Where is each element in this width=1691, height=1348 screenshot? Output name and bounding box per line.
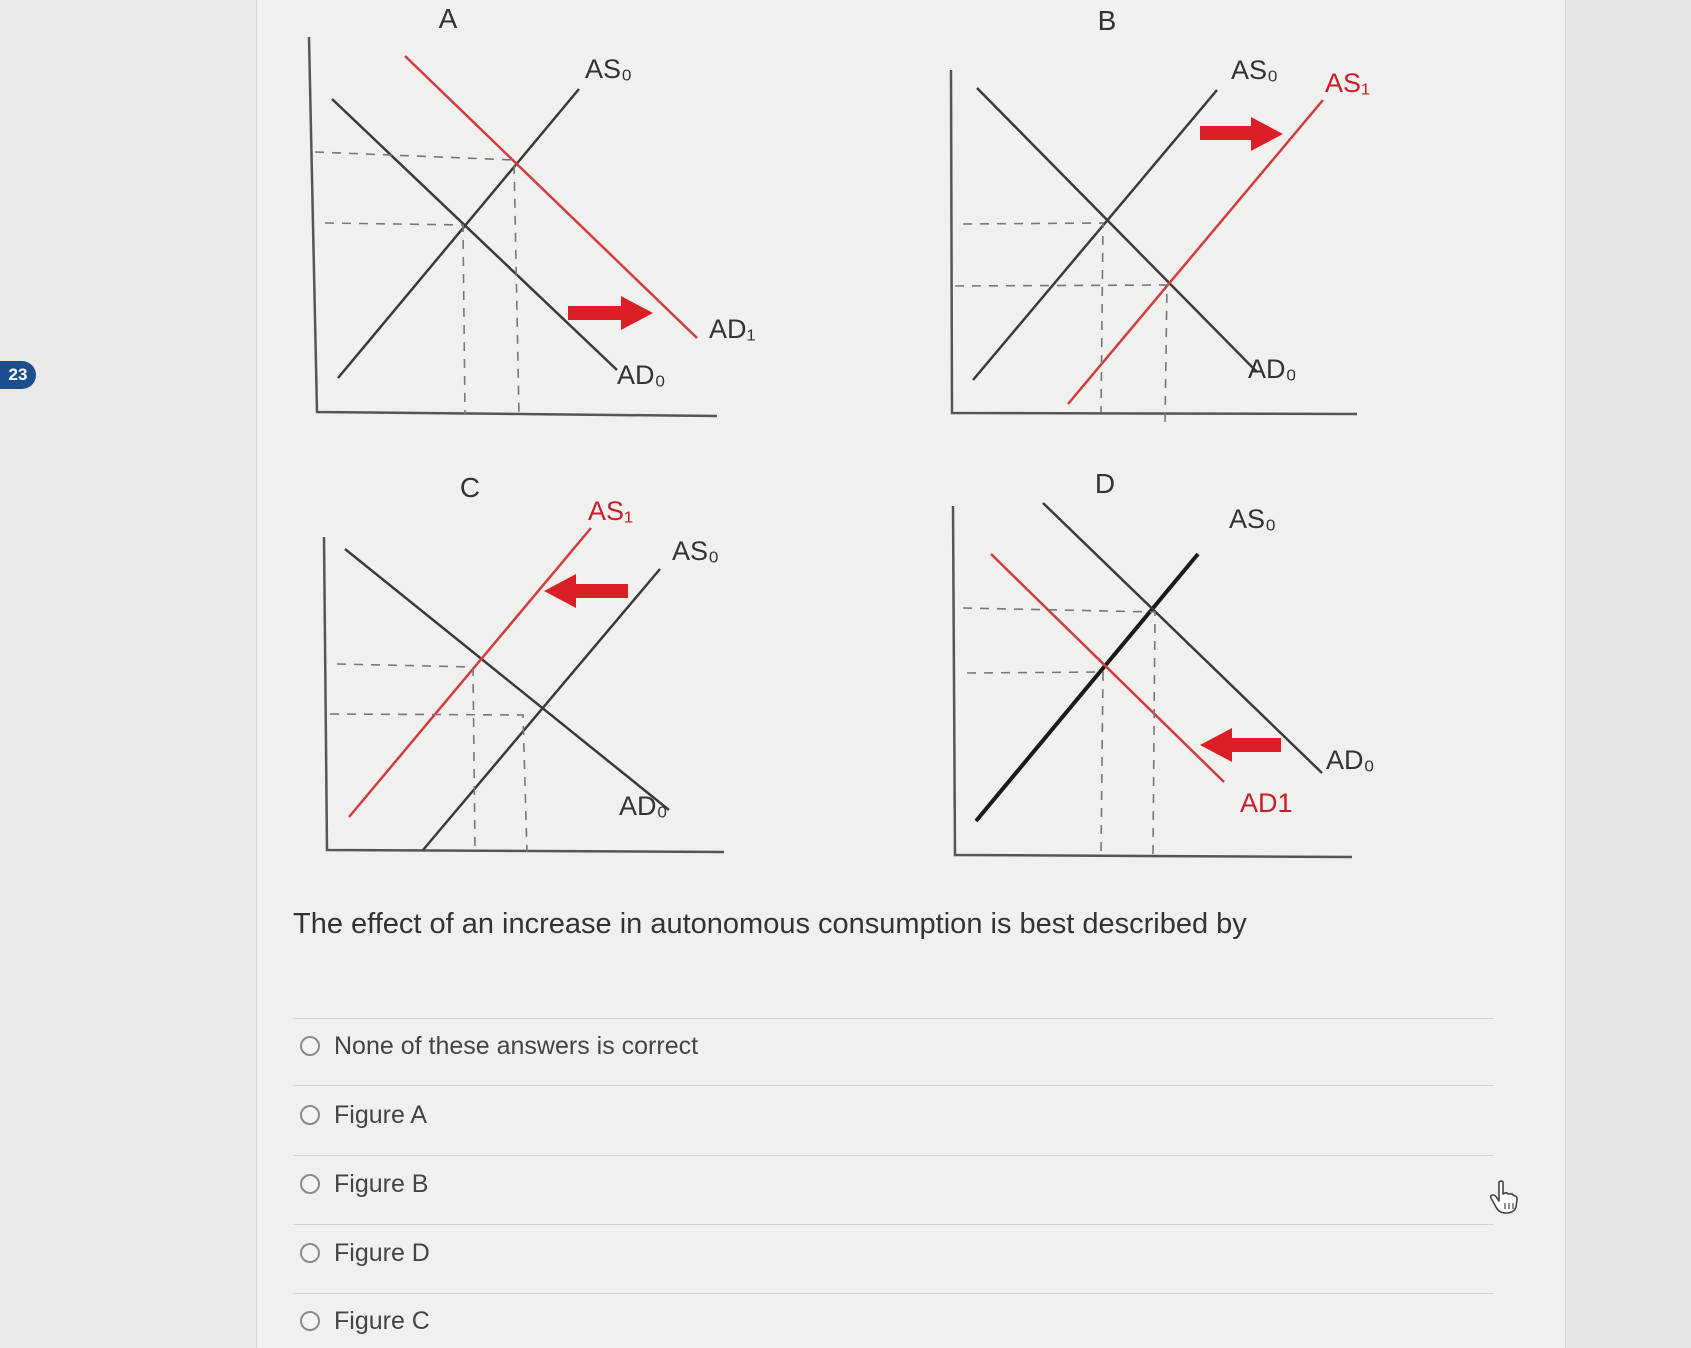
- question-number-badge: 23: [0, 361, 36, 389]
- option-figure-c[interactable]: [300, 1301, 430, 1341]
- option-none-correct[interactable]: [300, 1026, 698, 1066]
- option-label: None of these answers is correct: [334, 1031, 699, 1060]
- option-figure-b[interactable]: [300, 1164, 428, 1204]
- figure-b-shift-arrow: [1200, 117, 1283, 151]
- figure-a-title: A: [438, 3, 458, 34]
- option-label: Figure B: [334, 1169, 429, 1198]
- figure-a-label-ad0: AD₀: [617, 360, 666, 390]
- divider: [293, 1224, 1494, 1225]
- figure-d: [953, 468, 1375, 857]
- hand-pointer-icon: [1488, 1179, 1520, 1215]
- figure-d-label-as0: AS₀: [1229, 504, 1277, 534]
- figure-b-title: B: [1097, 5, 1117, 36]
- figure-c-shift-arrow: [544, 574, 628, 608]
- divider: [293, 1155, 1494, 1156]
- figure-a: [309, 3, 756, 416]
- figure-a-label-as0: AS₀: [585, 54, 633, 84]
- radio-button[interactable]: [300, 1243, 320, 1263]
- figure-c-title: C: [459, 472, 481, 503]
- figure-d-shift-arrow: [1200, 728, 1281, 762]
- option-label: Figure A: [334, 1100, 428, 1129]
- figure-a-ad1-curve: [405, 56, 697, 338]
- option-figure-a[interactable]: [300, 1095, 427, 1135]
- option-label: Figure D: [334, 1238, 430, 1267]
- option-label: Figure C: [334, 1306, 430, 1335]
- figure-a-as0-curve: [338, 89, 579, 378]
- question-text: The effect of an increase in autonomous consumption is best described by: [293, 908, 1247, 940]
- figure-c-as1-curve: [349, 528, 591, 817]
- figure-b-as0-curve: [973, 90, 1217, 380]
- figure-d-new-equilibrium-guides: [967, 672, 1103, 854]
- figure-d-ad0-curve: [1043, 503, 1322, 773]
- divider: [293, 1085, 1494, 1086]
- divider: [293, 1018, 1494, 1019]
- figure-b-label-as0: AS₀: [1231, 55, 1279, 85]
- figure-c-label-as1: AS₁: [588, 496, 634, 526]
- figure-c-old-equilibrium-guides: [330, 714, 527, 852]
- figure-c-label-as0: AS₀: [672, 536, 720, 566]
- figure-d-old-equilibrium-guides: [963, 608, 1155, 854]
- figure-a-shift-arrow: [568, 296, 653, 330]
- divider: [293, 1293, 1494, 1294]
- radio-button[interactable]: [300, 1311, 320, 1331]
- radio-button[interactable]: [300, 1036, 320, 1056]
- figure-d-label-ad1: AD1: [1240, 788, 1293, 818]
- figure-d-as0-curve: [976, 554, 1198, 821]
- radio-button[interactable]: [300, 1105, 320, 1125]
- figure-b: [951, 5, 1370, 424]
- figure-a-label-ad1: AD₁: [709, 314, 756, 344]
- figure-d-label-ad0: AD₀: [1326, 745, 1375, 775]
- figure-b-new-equilibrium-guides: [955, 285, 1167, 424]
- figure-b-label-ad0: AD₀: [1248, 354, 1297, 384]
- figure-d-ad1-curve: [991, 554, 1224, 782]
- figure-b-label-as1: AS₁: [1325, 68, 1371, 98]
- figure-d-title: D: [1094, 468, 1116, 499]
- figure-a-ad0-curve: [332, 99, 617, 370]
- figure-c-label-ad0: AD₀: [619, 791, 668, 821]
- figure-c: [324, 472, 724, 852]
- option-figure-d[interactable]: [300, 1233, 430, 1273]
- radio-button[interactable]: [300, 1174, 320, 1194]
